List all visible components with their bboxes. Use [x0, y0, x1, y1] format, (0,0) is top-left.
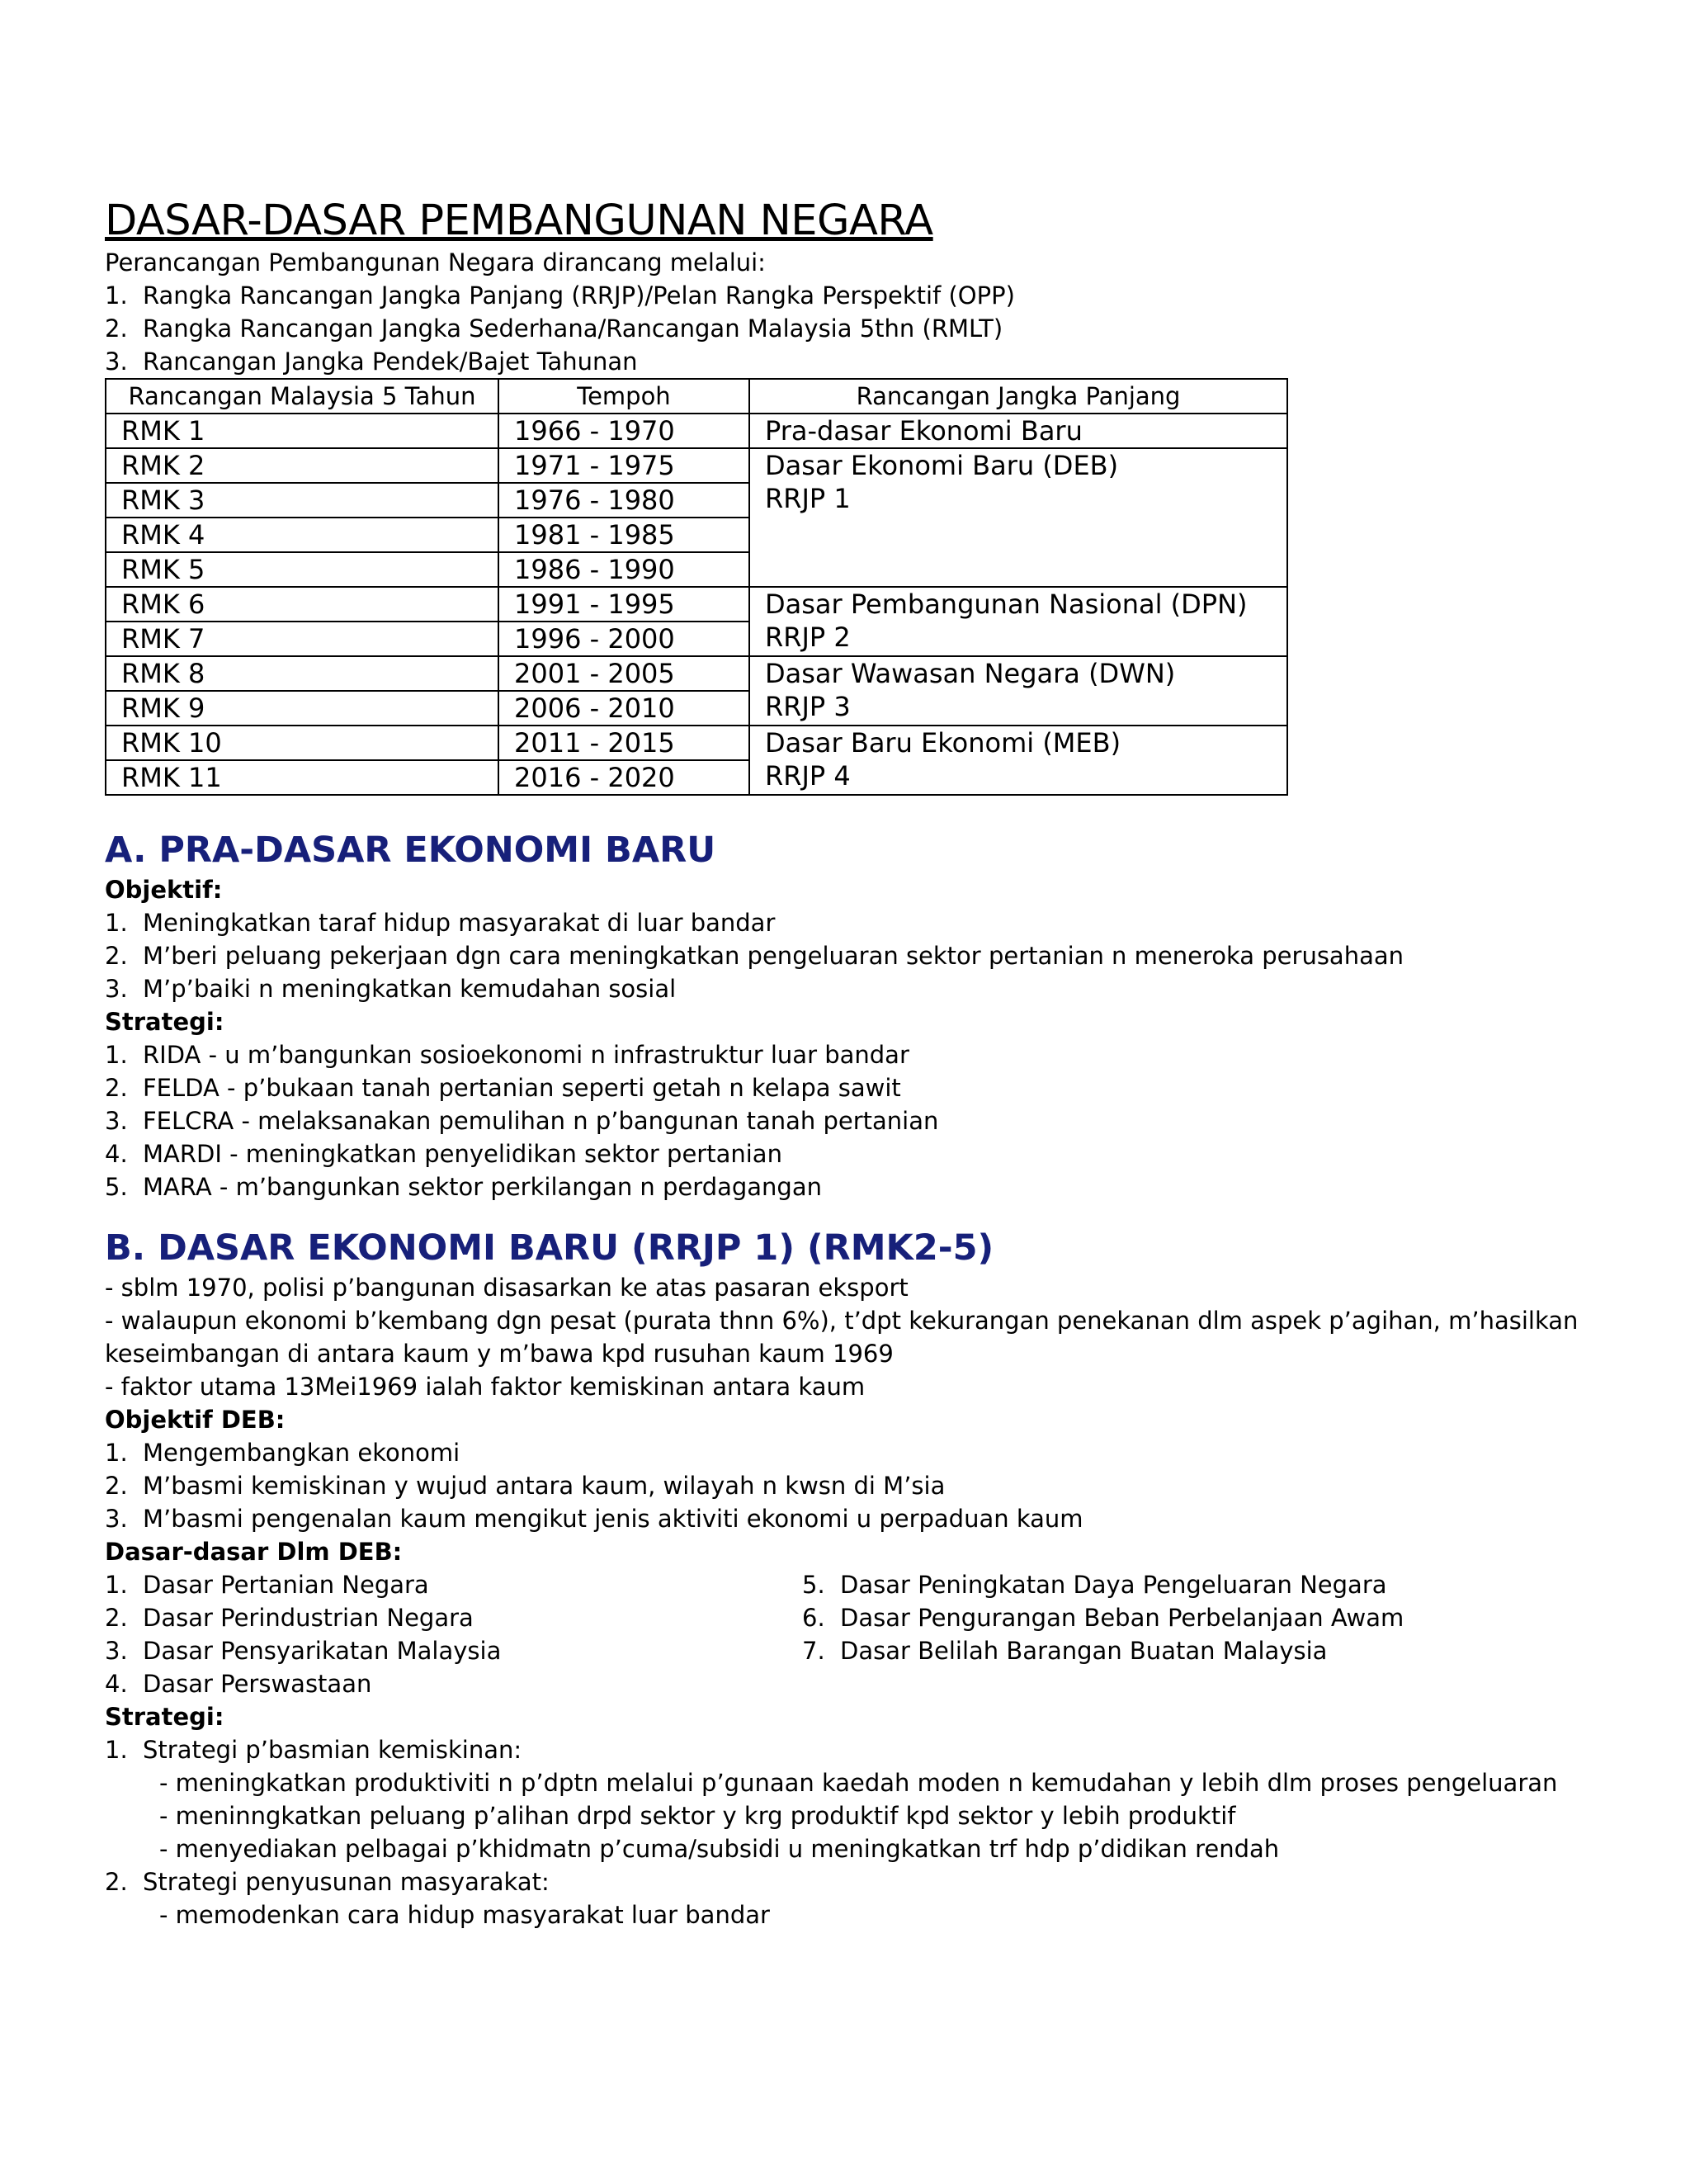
- dasar-right-column: [802, 1568, 1499, 1700]
- table-row: [106, 414, 1287, 448]
- list-text: Dasar Peningkatan Daya Pengeluaran Negara: [840, 1571, 1387, 1600]
- list-text: Dasar Perswastaan: [143, 1670, 372, 1699]
- plan-name: Pra-dasar Ekonomi Baru: [765, 415, 1083, 447]
- list-number: 2.: [105, 1074, 128, 1103]
- list-number: 3.: [105, 1637, 128, 1666]
- list-item: [105, 1137, 1590, 1170]
- list-item: [105, 279, 1590, 312]
- sub-item: - memodenkan cara hidup masyarakat luar bandar: [159, 1901, 770, 1930]
- section-b-heading: B. DASAR EKONOMI BARU (RRJP 1) (RMK2-5): [105, 1227, 994, 1269]
- list-number: 3.: [105, 1505, 128, 1534]
- list-text: M’basmi kemiskinan y wujud antara kaum, wilayah n kwsn di M’sia: [143, 1472, 946, 1501]
- list-number: 1.: [105, 281, 128, 310]
- document-page: [105, 198, 1590, 1931]
- list-number: 3.: [105, 347, 128, 376]
- list-text: Rangka Rancangan Jangka Sederhana/Rancangan Malaysia 5thn (RMLT): [143, 314, 1003, 343]
- list-text: RIDA - u m’bangunkan sosioekonomi n infrastruktur luar bandar: [143, 1041, 909, 1070]
- list-number: 2.: [105, 1472, 128, 1501]
- list-item: [105, 1733, 1590, 1766]
- sub-item: - menyediakan pelbagai p’khidmatn p’cuma/subsidi u meningkatkan trf hdp p’didikan rendah: [159, 1835, 1280, 1864]
- list-text: M’p’baiki n meningkatkan kemudahan sosial: [143, 975, 677, 1004]
- list-text: M’beri peluang pekerjaan dgn cara meningkatkan pengeluaran sektor pertanian n meneroka perusahaan: [143, 942, 1404, 971]
- list-text: Dasar Belilah Barangan Buatan Malaysia: [840, 1637, 1328, 1666]
- list-number: 7.: [802, 1637, 825, 1666]
- list-item: [105, 972, 1590, 1005]
- rmk-cell: RMK 10: [106, 726, 498, 760]
- strategi-deb-label: Strategi:: [105, 1703, 224, 1732]
- rmk-cell: RMK 4: [106, 518, 498, 552]
- tempoh-cell: 2011 - 2015: [498, 726, 749, 760]
- list-number: 3.: [105, 1107, 128, 1136]
- list-item: [802, 1601, 1499, 1634]
- objektif-deb-label: Objektif DEB:: [105, 1406, 286, 1435]
- note-line: - faktor utama 13Mei1969 ialah faktor kemiskinan antara kaum: [105, 1373, 866, 1402]
- rmk-cell: RMK 1: [106, 414, 498, 448]
- list-number: 1.: [105, 909, 128, 938]
- list-item: [105, 1104, 1590, 1137]
- list-item: [105, 1502, 1590, 1535]
- dasar-deb-label: Dasar-dasar Dlm DEB:: [105, 1538, 403, 1567]
- tempoh-cell: 1981 - 1985: [498, 518, 749, 552]
- list-text: Dasar Pengurangan Beban Perbelanjaan Awam: [840, 1604, 1404, 1633]
- list-item: [105, 906, 1590, 939]
- plan-cell: [749, 587, 1287, 656]
- table-header-row: [106, 379, 1287, 414]
- sub-item: - meningkatkan produktiviti n p’dptn melalui p’gunaan kaedah moden n kemudahan y lebih dlm proses pengeluaran: [159, 1769, 1558, 1798]
- intro-list: [105, 279, 1590, 378]
- column-header: Rancangan Malaysia 5 Tahun: [106, 379, 498, 414]
- column-header: Tempoh: [498, 379, 749, 414]
- table-row: [106, 587, 1287, 622]
- list-text: FELDA - p’bukaan tanah pertanian seperti getah n kelapa sawit: [143, 1074, 901, 1103]
- list-item: [105, 312, 1590, 345]
- list-item: [105, 1634, 802, 1667]
- plan-code: RRJP 4: [765, 760, 851, 792]
- rmk-cell: RMK 5: [106, 552, 498, 587]
- plan-name: Dasar Baru Ekonomi (MEB): [765, 727, 1121, 759]
- list-text: Strategi penyusunan masyarakat:: [143, 1868, 550, 1897]
- list-text: Strategi p’basmian kemiskinan:: [143, 1736, 522, 1765]
- plan-cell: [749, 656, 1287, 726]
- plan-name: Dasar Pembangunan Nasional (DPN): [765, 589, 1248, 621]
- list-number: 4.: [105, 1140, 128, 1169]
- list-text: Mengembangkan ekonomi: [143, 1439, 460, 1468]
- plan-code: RRJP 3: [765, 691, 851, 723]
- plan-code: RRJP 1: [765, 483, 851, 515]
- list-number: 2.: [105, 1604, 128, 1633]
- list-item: [105, 1667, 802, 1700]
- list-number: 2.: [105, 1868, 128, 1897]
- list-text: MARDI - meningkatkan penyelidikan sektor pertanian: [143, 1140, 782, 1169]
- plan-name: Dasar Ekonomi Baru (DEB): [765, 450, 1119, 482]
- rmk-cell: RMK 3: [106, 483, 498, 518]
- list-number: 6.: [802, 1604, 825, 1633]
- tempoh-cell: 2006 - 2010: [498, 691, 749, 726]
- rmk-cell: RMK 8: [106, 656, 498, 691]
- plan-cell: [749, 448, 1287, 587]
- tempoh-cell: 1966 - 1970: [498, 414, 749, 448]
- tempoh-cell: 2001 - 2005: [498, 656, 749, 691]
- list-number: 2.: [105, 942, 128, 971]
- list-number: 1.: [105, 1736, 128, 1765]
- table-row: [106, 448, 1287, 483]
- list-item: [105, 1071, 1590, 1104]
- tempoh-cell: 1971 - 1975: [498, 448, 749, 483]
- rmk-cell: RMK 11: [106, 760, 498, 795]
- strategi-label: Strategi:: [105, 1008, 224, 1037]
- sub-item: - meninngkatkan peluang p’alihan drpd sektor y krg produktif kpd sektor y lebih produktif: [159, 1802, 1236, 1831]
- tempoh-cell: 1986 - 1990: [498, 552, 749, 587]
- plan-cell: [749, 414, 1287, 448]
- rmk-cell: RMK 6: [106, 587, 498, 622]
- list-item: [105, 1038, 1590, 1071]
- list-item: [105, 1436, 1590, 1469]
- objektif-label: Objektif:: [105, 876, 223, 905]
- table-row: [106, 726, 1287, 760]
- list-text: M’basmi pengenalan kaum mengikut jenis aktiviti ekonomi u perpaduan kaum: [143, 1505, 1083, 1534]
- plan-table: [105, 378, 1288, 796]
- rmk-cell: RMK 2: [106, 448, 498, 483]
- list-item: [105, 1568, 802, 1601]
- list-text: Meningkatkan taraf hidup masyarakat di luar bandar: [143, 909, 776, 938]
- list-text: Dasar Perindustrian Negara: [143, 1604, 474, 1633]
- list-text: Rangka Rancangan Jangka Panjang (RRJP)/Pelan Rangka Perspektif (OPP): [143, 281, 1015, 310]
- list-text: Rancangan Jangka Pendek/Bajet Tahunan: [143, 347, 638, 376]
- list-number: 3.: [105, 975, 128, 1004]
- list-number: 1.: [105, 1041, 128, 1070]
- section-a-heading: A. PRA-DASAR EKONOMI BARU: [105, 830, 716, 872]
- list-number: 1.: [105, 1439, 128, 1468]
- list-item: [802, 1568, 1499, 1601]
- tempoh-cell: 1976 - 1980: [498, 483, 749, 518]
- page-title: DASAR-DASAR PEMBANGUNAN NEGARA: [105, 196, 933, 245]
- dasar-left-column: [105, 1568, 802, 1700]
- rmk-cell: RMK 9: [106, 691, 498, 726]
- list-item: [105, 1469, 1590, 1502]
- note-line: - sblm 1970, polisi p’bangunan disasarkan ke atas pasaran eksport: [105, 1274, 909, 1302]
- list-item: [105, 345, 1590, 378]
- note-line: keseimbangan di antara kaum y m’bawa kpd rusuhan kaum 1969: [105, 1340, 894, 1369]
- rmk-cell: RMK 7: [106, 622, 498, 656]
- list-text: Dasar Pensyarikatan Malaysia: [143, 1637, 502, 1666]
- plan-name: Dasar Wawasan Negara (DWN): [765, 658, 1176, 690]
- list-item: [105, 939, 1590, 972]
- list-text: MARA - m’bangunkan sektor perkilangan n perdagangan: [143, 1173, 822, 1202]
- list-item: [105, 1601, 802, 1634]
- table-row: [106, 656, 1287, 691]
- list-number: 5.: [105, 1173, 128, 1202]
- list-number: 4.: [105, 1670, 128, 1699]
- tempoh-cell: 1991 - 1995: [498, 587, 749, 622]
- list-number: 1.: [105, 1571, 128, 1600]
- tempoh-cell: 1996 - 2000: [498, 622, 749, 656]
- intro-text: Perancangan Pembangunan Negara dirancang melalui:: [105, 248, 766, 277]
- note-line: - walaupun ekonomi b’kembang dgn pesat (purata thnn 6%), t’dpt kekurangan penekanan dlm aspek p’agihan, m’hasilkan: [105, 1307, 1579, 1335]
- list-text: Dasar Pertanian Negara: [143, 1571, 429, 1600]
- tempoh-cell: 2016 - 2020: [498, 760, 749, 795]
- dasar-columns: [105, 1568, 1590, 1700]
- list-number: 2.: [105, 314, 128, 343]
- plan-cell: [749, 726, 1287, 795]
- list-item: [802, 1634, 1499, 1667]
- column-header: Rancangan Jangka Panjang: [749, 379, 1287, 414]
- plan-code: RRJP 2: [765, 622, 851, 654]
- list-text: FELCRA - melaksanakan pemulihan n p’bangunan tanah pertanian: [143, 1107, 939, 1136]
- list-item: [105, 1170, 1590, 1203]
- list-item: [105, 1865, 1590, 1898]
- list-number: 5.: [802, 1571, 825, 1600]
